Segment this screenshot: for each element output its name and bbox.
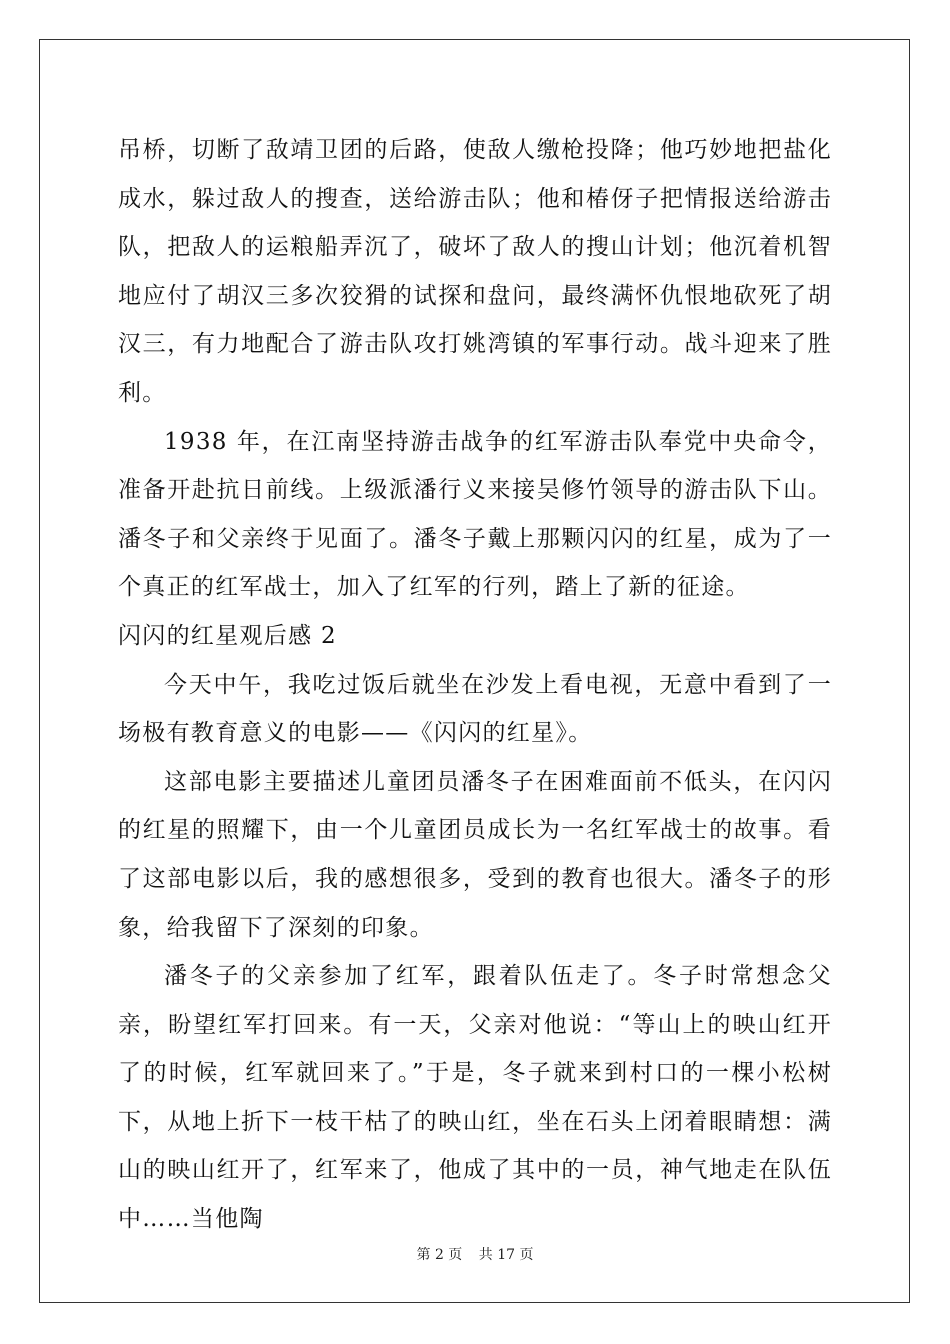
page-footer	[0, 1244, 950, 1264]
section-heading: 闪闪的红星观后感 2	[118, 622, 337, 649]
page-number: 第 2 页	[416, 1247, 463, 1263]
paragraph: 今天中午，我吃过饭后就坐在沙发上看电视，无意中看到了一场极有教育意义的电影——《闪闪的红星》。	[118, 671, 832, 747]
paragraph: 这部电影主要描述儿童团员潘冬子在困难面前不低头，在闪闪的红星的照耀下，由一个儿童团员成长为一名红军战士的故事。看了这部电影以后，我的感想很多，受到的教育也很大。潘冬子的形象，给我留下了深刻的印象。	[118, 768, 832, 941]
paragraph: 1938 年，在江南坚持游击战争的红军游击队奉党中央命令，准备开赴抗日前线。上级派潘行义来接吴修竹领导的游击队下山。潘冬子和父亲终于见面了。潘冬子戴上那颗闪闪的红星，成为了一个真正的红军战士，加入了红军的行列，踏上了新的征途。	[118, 428, 832, 601]
page-total: 共 17 页	[478, 1247, 534, 1263]
paragraph-continued: 吊桥，切断了敌靖卫团的后路，使敌人缴枪投降；他巧妙地把盐化成水，躲过敌人的搜查，送给游击队；他和椿伢子把情报送给游击队，把敌人的运粮船弄沉了，破坏了敌人的搜山计划；他沉着机智地应付了胡汉三多次狡猾的试探和盘问，最终满怀仇恨地砍死了胡汉三，有力地配合了游击队攻打姚湾镇的军事行动。战斗迎来了胜利。	[118, 137, 832, 406]
paragraph: 潘冬子的父亲参加了红军，跟着队伍走了。冬子时常想念父亲，盼望红军打回来。有一天，父亲对他说：“等山上的映山红开了的时候，红军就回来了。”于是，冬子就来到村口的一棵小松树下，从地上折下一枝干枯了的映山红，坐在石头上闭着眼睛想：满山的映山红开了，红军来了，他成了其中的一员，神气地走在队伍中……当他陶	[118, 963, 832, 1233]
document-body	[118, 126, 832, 1244]
